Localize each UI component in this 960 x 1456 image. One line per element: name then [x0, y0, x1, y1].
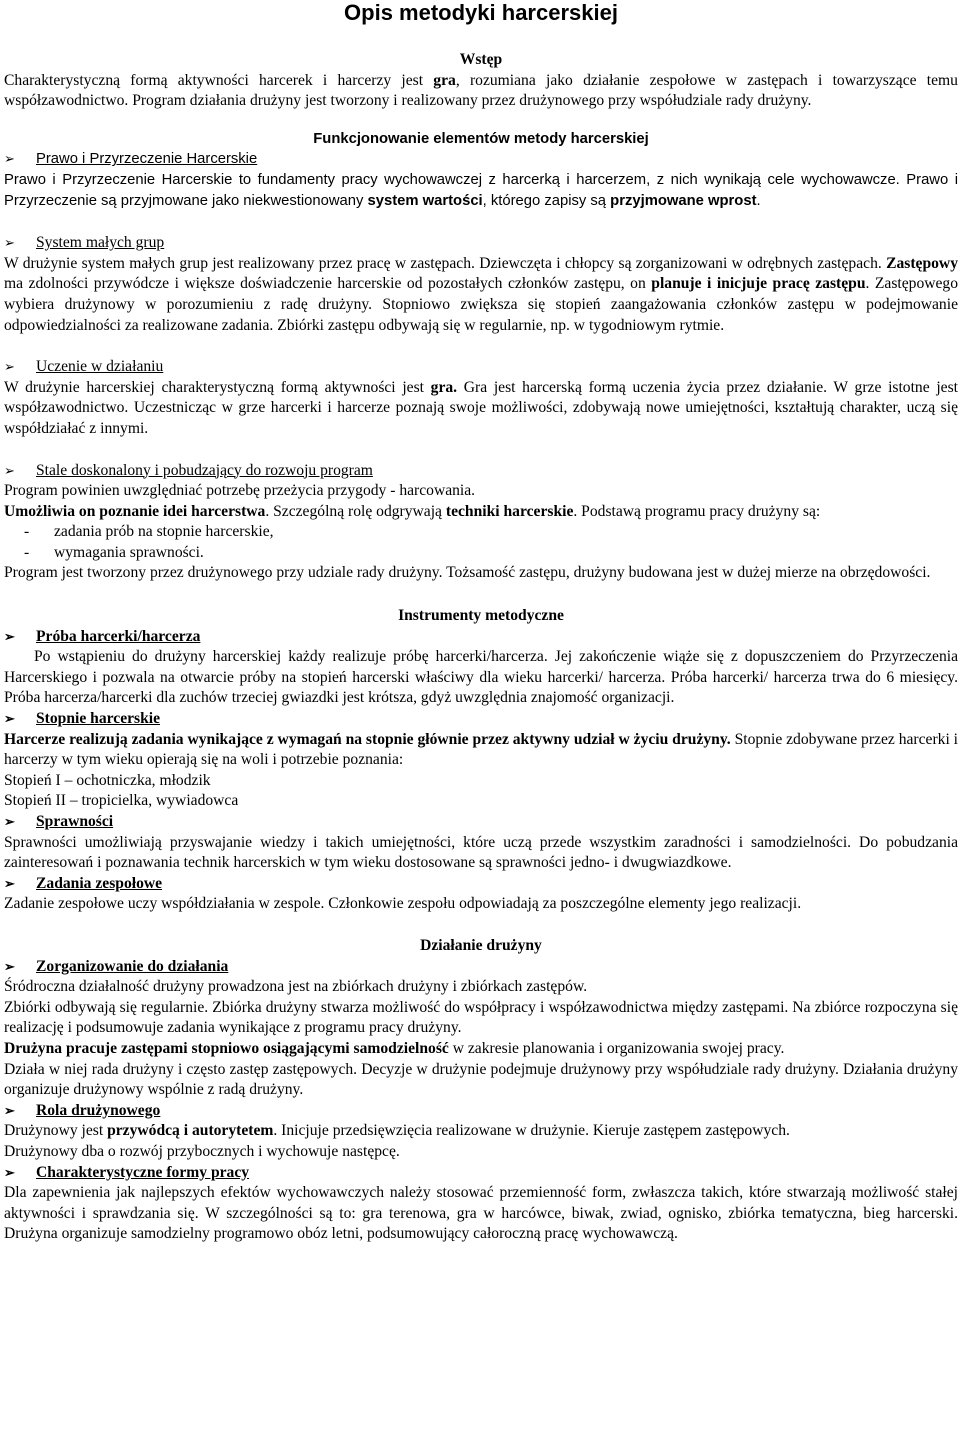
- intro-text-rest: , rozumiana jako działanie zespołowe w zastępach i towarzyszące temu współzawodnictwo. Program działania drużyny jest tworzony i realizowany przez drużynowego przy współudziale rady drużyny.: [4, 71, 958, 110]
- organizing-line-3: [4, 1039, 958, 1060]
- law-bold-1: system wartości: [367, 192, 483, 209]
- law-block: [4, 149, 958, 211]
- program-line-1: Program powinien uwzględniać potrzebę przeżycia przygody - harcowania.: [4, 482, 476, 500]
- arrow-bullet-icon: ➢: [4, 235, 15, 251]
- arrow-bullet-icon: ➢: [4, 958, 15, 974]
- law-text-2: , którego zapisy są: [482, 192, 611, 209]
- organizing-text-3: w zakresie planowania i organizowania swojej pracy.: [448, 1039, 785, 1057]
- organizing-heading-label: Zorganizowanie do działania: [36, 957, 229, 975]
- law-paragraph: [4, 170, 958, 211]
- forms-paragraph: Dla zapewnienia jak najlepszych efektów wychowawczych należy stosować przemienność form, zwłaszcza takich, które stwarzają możliwość stałej aktywności i sprawdzania się. W szczególności są to: gra terenowa, gra w harcówce, biwak, zwiad, ognisko, zbiórka tematyczna, bieg harcerski. Drużyna organizuje samodzielny programowo obóz letni, podsumowujący całoroczną pracę wychowawczą.: [4, 1184, 958, 1243]
- trial-paragraph: Po wstąpieniu do drużyny harcerskiej każdy realizuje próbę harcerki/harcerza. Jej zakończenie wiąże się z dopuszczeniem do Przyrzeczenia Harcerskiego i pozwala na otwarcie próby na stopień harcerski właściwy dla wieku harcerki/ harcerza. Próba harcerki/ harcerza trwa do 6 miesięcy. Próba harcerza/harcerki dla zuchów trzeciej gwiazdki jest krótsza, gdyż uwzględnia znajomość organizacji.: [4, 648, 958, 707]
- trial-heading: [4, 627, 958, 648]
- leader-text-2: . Inicjuje przedsięwzięcia realizowane w drużynie. Kieruje zastępem zastępowych.: [273, 1122, 790, 1140]
- arrow-bullet-icon: ➢: [4, 628, 15, 644]
- program-text-1: . Szczególną rolę odgrywają: [265, 502, 446, 520]
- rank-2: Stopień II – tropicielka, wywiadowca: [4, 792, 239, 810]
- arrow-bullet-icon: ➢: [4, 359, 15, 375]
- small-groups-text-3: . Zastępowego wybiera drużynowy w porozumieniu z radę drużyny. Stopniowo zwiększa się stopień zaangażowania członków zastępu w podejmowanie odpowiedzialności za realizowane zadania. Zbiórki zastępu odbywają się w regularnie, np. w tygodniowym rytmie.: [4, 275, 959, 334]
- trial-heading-label: Próba harcerki/harcerza: [36, 627, 201, 645]
- ranks-text: Stopnie zdobywane przez harcerki i harcerzy w tym wieku opierają się na woli i potrzebie poznania:: [4, 730, 959, 769]
- learning-bold-1: gra.: [430, 378, 458, 396]
- learning-paragraph: [4, 378, 958, 440]
- small-groups-bold-2: planuje i inicjuje pracę zastępu: [651, 275, 866, 293]
- learning-text-1: W drużynie harcerskiej charakterystyczną formą aktywności jest: [4, 378, 431, 396]
- list-item-text: zadania prób na stopnie harcerskie,: [54, 523, 274, 541]
- leader-heading-label: Rola drużynowego: [36, 1101, 161, 1119]
- section-heading-instruments: Instrumenty metodyczne: [398, 607, 564, 625]
- small-groups-heading: [4, 233, 958, 254]
- small-groups-text-1: W drużynie system małych grup jest realizowany przez pracę w zastępach. Dziewczęta i chłopcy są zorganizowani w odrębnych zastępach.: [4, 254, 887, 272]
- ranks-heading: [4, 709, 958, 730]
- intro-bold: gra: [433, 71, 456, 89]
- organizing-line-4: Działa w niej rada drużyny i często zastęp zastępowych. Decyzje w drużynie podejmuje drużynowy przy współudziale rady drużyny. Działania drużyny organizuje drużynowy wspólnie z radą drużyny.: [4, 1060, 958, 1099]
- team-tasks-heading-label: Zadania zespołowe: [36, 874, 163, 892]
- learning-text-2: Gra jest harcerską formą uczenia życia przez działanie. W grze istotne jest współzawodnictwo. Uczestnicząc w grze harcerki i harcerze poznają swoje możliwości, zdobywają nowe umiejętności, kształtują charakter, uczą się współdziałać z innymi.: [4, 378, 958, 437]
- leader-text-1: Drużynowy jest: [4, 1122, 108, 1140]
- ranks-heading-label: Stopnie harcerskie: [36, 710, 161, 728]
- badges-heading: [4, 812, 958, 833]
- program-paragraph: [4, 502, 958, 523]
- organizing-heading: [4, 957, 958, 978]
- arrow-bullet-icon: ➢: [4, 462, 15, 478]
- law-text-3: .: [756, 192, 761, 209]
- intro-text: Charakterystyczną formą aktywności harcerek i harcerzy jest: [4, 71, 434, 89]
- program-bold-1: Umożliwia on poznanie idei harcerstwa: [4, 502, 266, 520]
- arrow-bullet-icon: ➢: [4, 711, 15, 727]
- document-page: [4, 0, 958, 1245]
- forms-heading-label: Charakterystyczne formy pracy: [36, 1163, 250, 1181]
- program-line-end: Program jest tworzony przez drużynowego przy udziale rady drużyny. Tożsamość zastępu, drużyny budowana jest w dużej mierze na obrzędowości.: [4, 564, 931, 582]
- arrow-bullet-icon: ➢: [4, 814, 15, 829]
- dash-bullet: -: [24, 523, 30, 541]
- small-groups-heading-label: System małych grup: [36, 234, 165, 252]
- rank-1: Stopień I – ochotniczka, młodzik: [4, 771, 211, 789]
- small-groups-text-2: ma zdolności przywódcze i większe doświadczenie harcerskie od pozostałych członków zastępu, on: [4, 275, 652, 293]
- dash-bullet: -: [24, 543, 30, 561]
- list-item: [4, 522, 958, 543]
- arrow-bullet-icon: ➢: [4, 875, 15, 891]
- small-groups-paragraph: [4, 254, 958, 336]
- intro-paragraph: [4, 71, 958, 112]
- organizing-line-1: Śródroczna działalność drużyny prowadzona jest na zbiórkach drużyny i zbiórkach zastępów.: [4, 978, 588, 996]
- law-heading: [4, 149, 958, 170]
- ranks-paragraph: [4, 730, 958, 771]
- badges-heading-label: Sprawności: [36, 813, 114, 830]
- organizing-line-2: Zbiórki odbywają się regularnie. Zbiórka drużyny stwarza możliwość do współpracy i współzawodnictwa między zastępami. Na zbiórce rozpoczyna się realizację i podsumowuje zadania wynikające z programu pracy drużyny.: [4, 998, 958, 1037]
- section-heading-intro: Wstęp: [459, 51, 503, 68]
- badges-paragraph: Sprawności umożliwiają przyswajanie wiedzy i takich umiejętności, które uczą przede wszystkim zaradności i samodzielności. Do pobudzania zainteresowań i poznawania technik harcerskich w tym wieku dostosowane są sprawności jedno- i dwugwiazdkowe.: [4, 833, 958, 872]
- leader-line-2: Drużynowy dba o rozwój przybocznych i wychowuje następcę.: [4, 1142, 400, 1160]
- leader-heading: [4, 1101, 958, 1122]
- learning-heading: [4, 357, 958, 378]
- small-groups-bold-1: Zastępowy: [886, 254, 958, 272]
- program-heading: [4, 461, 958, 482]
- law-heading-label: Prawo i Przyrzeczenie Harcerskie: [36, 151, 258, 168]
- program-heading-label: Stale doskonalony i pobudzający do rozwoju program: [36, 461, 373, 479]
- program-bold-2: techniki harcerskie: [445, 502, 574, 520]
- law-bold-2: przyjmowane wprost: [610, 192, 757, 209]
- learning-heading-label: Uczenie w działaniu: [36, 358, 164, 376]
- leader-bold: przywódcą i autorytetem: [107, 1122, 274, 1140]
- ranks-bold: Harcerze realizują zadania wynikające z wymagań na stopnie głównie przez aktywny udział w życiu drużyny.: [4, 730, 731, 748]
- list-item-text: wymagania sprawności.: [54, 543, 204, 561]
- team-tasks-paragraph: Zadanie zespołowe uczy współdziałania w zespole. Członkowie zespołu odpowiadają za poszczególne elementy jego realizacji.: [4, 895, 802, 913]
- program-text-2: . Podstawą programu pracy drużyny są:: [573, 502, 821, 520]
- organizing-bold: Drużyna pracuje zastępami stopniowo osiągającymi samodzielność: [4, 1039, 449, 1057]
- forms-heading: [4, 1163, 958, 1184]
- section-heading-troop: Działanie drużyny: [420, 936, 542, 954]
- law-text-1: Prawo i Przyrzeczenie Harcerskie to fundamenty pracy wychowawczej z harcerką i harcerzem, z nich wynikają cele wychowawcze. Prawo i Przyrzeczenie są przyjmowane jako niekwestionowany: [4, 171, 958, 209]
- arrow-bullet-icon: ➢: [4, 151, 15, 167]
- page-title: Opis metodyki harcerskiej: [344, 0, 618, 25]
- list-item: [4, 543, 958, 564]
- section-heading-functioning: Funkcjonowanie elementów metody harcerskiej: [313, 130, 649, 147]
- leader-line-1: [4, 1121, 958, 1142]
- arrow-bullet-icon: ➢: [4, 1102, 15, 1118]
- team-tasks-heading: [4, 874, 958, 895]
- arrow-bullet-icon: ➢: [4, 1164, 15, 1180]
